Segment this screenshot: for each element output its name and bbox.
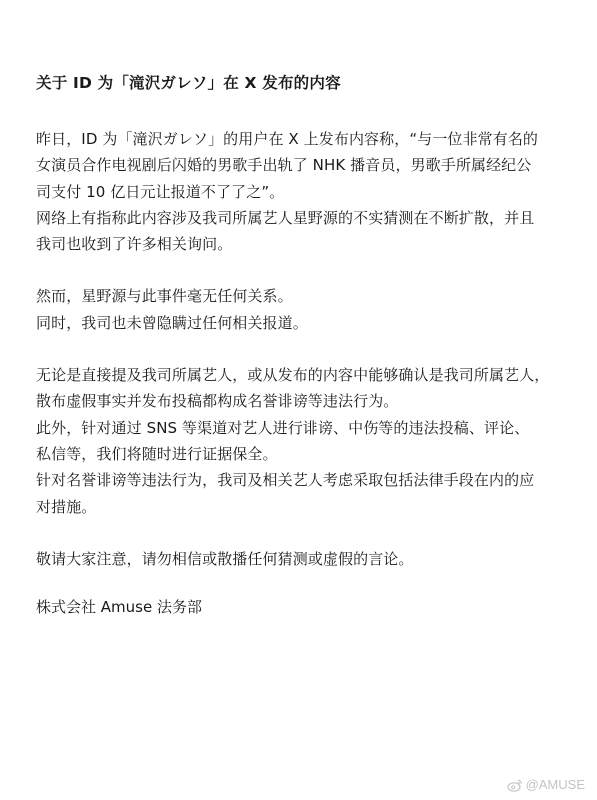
paragraph-4 bbox=[36, 546, 572, 572]
paragraph-line: 然而，星野源与此事件毫无任何关系。 bbox=[36, 287, 293, 306]
paragraph-line: 司支付 10 亿日元让报道不了了之”。 bbox=[36, 182, 285, 201]
paragraph-line: 网络上有指称此内容涉及我司所属艺人星野源的不实猜测在不断扩散，并且 bbox=[36, 208, 535, 227]
weibo-icon bbox=[507, 778, 523, 792]
paragraph-line: 敬请大家注意，请勿相信或散播任何猜测或虚假的言论。 bbox=[36, 549, 414, 568]
signature: 株式会社 Amuse 法务部 bbox=[36, 598, 202, 617]
paragraph-line: 女演员合作电视剧后闪婚的男歌手出轨了 NHK 播音员，男歌手所属经纪公 bbox=[36, 156, 532, 175]
statement-document bbox=[36, 68, 572, 620]
paragraph-1 bbox=[36, 126, 572, 257]
document-title: 关于 ID 为「滝沢ガレソ」在 X 发布的内容 bbox=[36, 74, 341, 92]
paragraph-line: 私信等，我们将随时进行证据保全。 bbox=[36, 444, 278, 463]
paragraph-line: 无论是直接提及我司所属艺人，或从发布的内容中能够确认是我司所属艺人， bbox=[36, 366, 550, 385]
paragraph-2 bbox=[36, 283, 572, 336]
paragraph-line: 针对名誉诽谤等违法行为，我司及相关艺人考虑采取包括法律手段在内的应 bbox=[36, 471, 535, 490]
paragraph-line: 昨日，ID 为「滝沢ガレソ」的用户在 X 上发布内容称，“与一位非常有名的 bbox=[36, 130, 539, 148]
paragraph-3 bbox=[36, 362, 572, 520]
paragraph-line: 对措施。 bbox=[36, 497, 97, 516]
paragraph-line: 散布虚假事实并发布投稿都构成名誉诽谤等违法行为。 bbox=[36, 392, 399, 411]
paragraph-line: 我司也收到了许多相关询问。 bbox=[36, 235, 233, 254]
paragraph-line: 同时，我司也未曾隐瞒过任何相关报道。 bbox=[36, 313, 308, 332]
watermark bbox=[507, 777, 585, 792]
watermark-text: @AMUSE bbox=[525, 777, 585, 792]
paragraph-line: 此外，针对通过 SNS 等渠道对艺人进行诽谤、中伤等的违法投稿、评论、 bbox=[36, 418, 530, 437]
